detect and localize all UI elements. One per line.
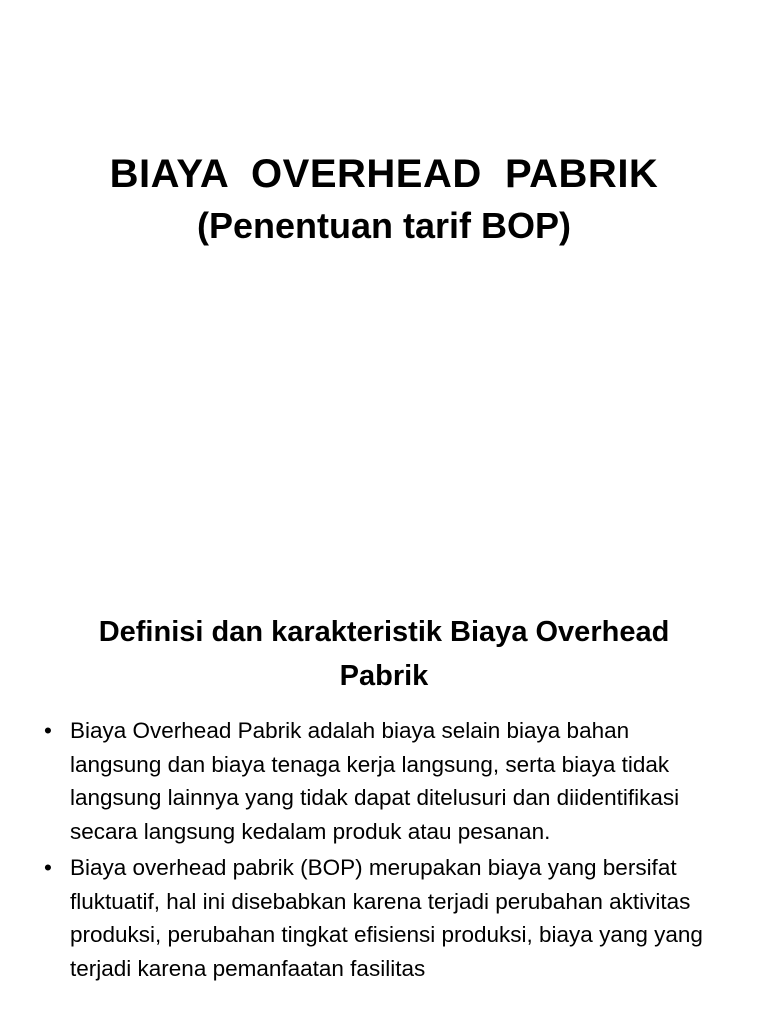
bullet-item [40, 714, 720, 848]
slide-heading-line-2: Pabrik [339, 660, 429, 692]
bullet-icon: • [44, 855, 52, 880]
bullet-text: Biaya overhead pabrik (BOP) merupakan biaya yang bersifat fluktuatif, hal ini disebabkan karena terjadi perubahan aktivitas produksi, perubahan tingkat efisiensi produksi, biaya yang yang terjadi karena pemanfaatan fasilitas [70, 855, 703, 981]
slide-heading [40, 610, 728, 698]
definition-slide [0, 576, 768, 1024]
slide-heading-line-1: Definisi dan karakteristik Biaya Overhead [98, 616, 670, 648]
bullet-icon: • [44, 718, 52, 743]
title-block [0, 146, 768, 250]
bullet-list [40, 714, 720, 988]
slide-subtitle: (Penentuan tarif BOP) [196, 205, 572, 246]
bullet-text: Biaya Overhead Pabrik adalah biaya selain biaya bahan langsung dan biaya tenaga kerja langsung, serta biaya tidak langsung lainnya yang tidak dapat ditelusuri dan diidentifikasi secara langsung kedalam produk atau pesanan. [70, 718, 680, 844]
bullet-item [40, 851, 720, 985]
slide-title: BIAYA OVERHEAD PABRIK [109, 152, 659, 196]
